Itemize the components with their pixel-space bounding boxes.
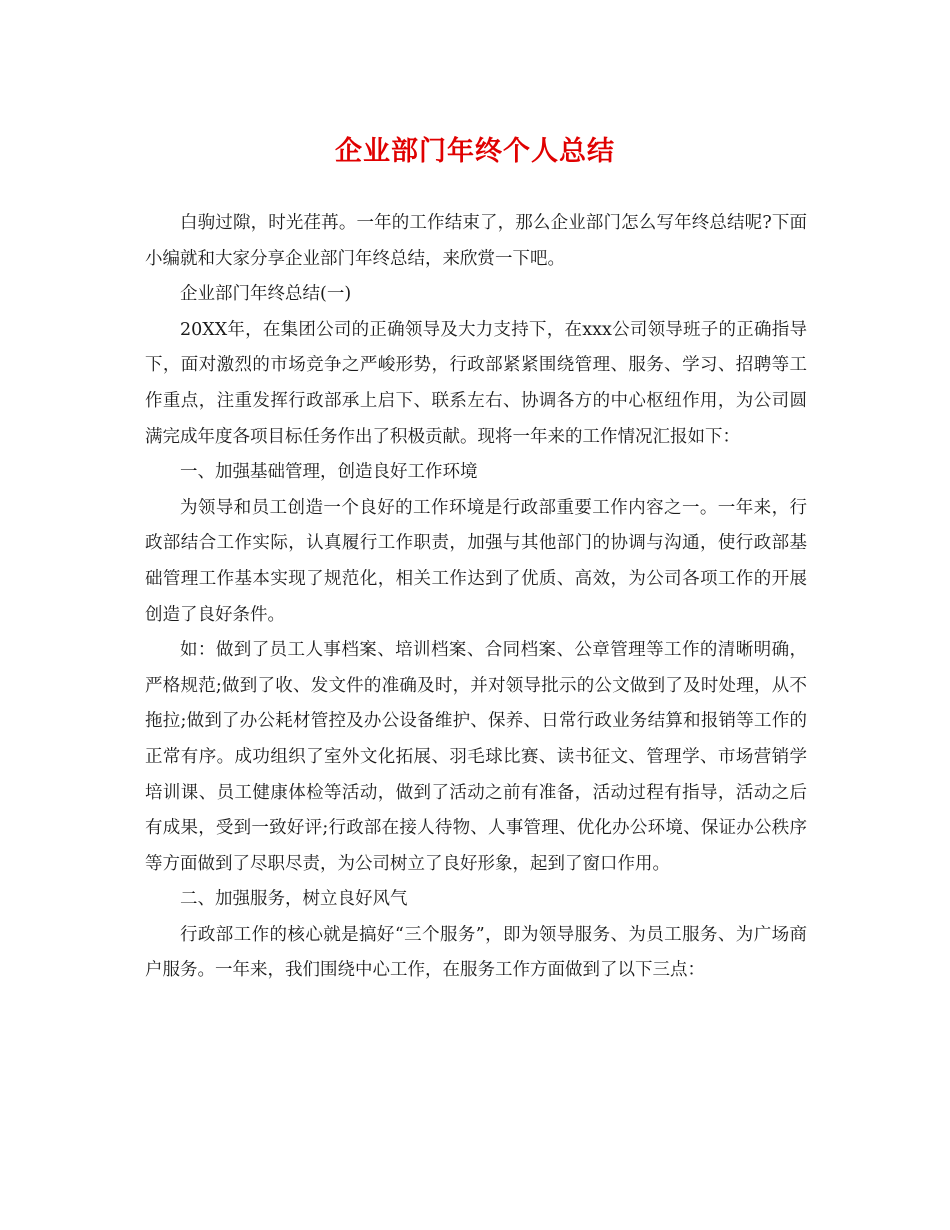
section-heading-summary-one: 企业部门年终总结(一)	[180, 284, 352, 305]
document-body	[145, 206, 807, 989]
section-heading-service: 二、加强服务，树立良好风气	[180, 889, 408, 910]
body-paragraph-examples: 如：做到了员工人事档案、培训档案、合同档案、公章管理等工作的清晰明确，严格规范;做到了收、发文件的准确及时，并对领导批示的公文做到了及时处理，从不拖拉;做到了办公耗材管控及办公设备维护、保养、日常行政业务结算和报销等工作的正常有序。成功组织了室外文化拓展、羽毛球比赛、读书征文、管理学、市场营销学培训课、员工健康体检等活动，做到了活动之前有准备，活动过程有指导，活动之后有成果，受到一致好评;行政部在接人待物、人事管理、优化办公环境、保证办公秩序等方面做到了尽职尽责，为公司树立了良好形象，起到了窗口作用。	[145, 640, 807, 874]
document-title: 企业部门年终个人总结	[335, 136, 615, 167]
body-paragraph-three-services: 行政部工作的核心就是搞好“三个服务”，即为领导服务、为员工服务、为广场商户服务。一年来，我们围绕中心工作，在服务工作方面做到了以下三点：	[145, 924, 807, 981]
intro-paragraph: 白驹过隙，时光荏苒。一年的工作结束了，那么企业部门怎么写年终总结呢?下面小编就和大家分享企业部门年终总结，来欣赏一下吧。	[145, 213, 807, 269]
body-paragraph-overview: 20XX年，在集团公司的正确领导及大力支持下，在xxx公司领导班子的正确指导下，面对激烈的市场竞争之严峻形势，行政部紧紧围绕管理、服务、学习、招聘等工作重点，注重发挥行政部承上启下、联系左右、协调各方的中心枢纽作用，为公司圆满完成年度各项目标任务作出了积极贡献。现将一年来的工作情况汇报如下：	[145, 319, 807, 447]
section-heading-basic-management: 一、加强基础管理，创造良好工作环境	[180, 462, 478, 483]
body-paragraph-work-environment: 为领导和员工创造一个良好的工作环境是行政部重要工作内容之一。一年来，行政部结合工作实际，认真履行工作职责，加强与其他部门的协调与沟通，使行政部基础管理工作基本实现了规范化，相关工作达到了优质、高效，为公司各项工作的开展创造了良好条件。	[145, 497, 807, 625]
